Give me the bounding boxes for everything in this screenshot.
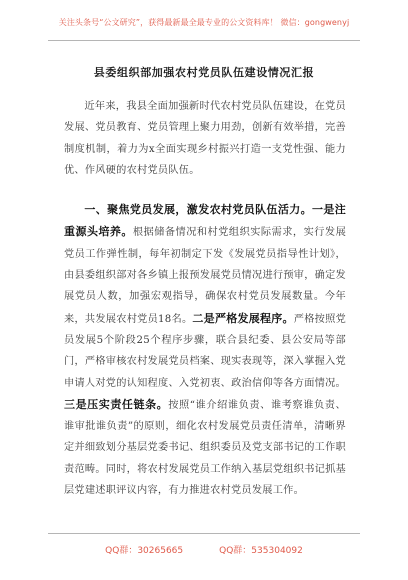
point-text: 按照“谁介绍谁负责、谁考察谁负责、谁审批谁负责”的原则，细化农村发展党员责任清单，清晰界定并细致划分基层党委书记、组织委员及党支部书记的工作职责范畴。同时，将农村发展党员工作纳入基层党组织书记抓基层党建述职评议内容，有力推进农村党员发展工作。 [64,399,346,497]
header-divider [48,40,360,41]
section-heading: 一、聚焦党员发展，激发农村党员队伍活力。 [84,203,312,217]
point-title: 三是压实责任链条。 [64,397,169,411]
intro-paragraph: 近年来，我县全面加强新时代农村党员队伍建设，在党员发展、党员教育、党员管理上聚力用劲，创新有效举措，完善制度机制，着力为x全面实现乡村振兴打造一支党性强、能力优、作风硬的农村党员队伍。 [64,101,346,176]
point-title: 一是注重源头培养。 [64,203,347,239]
point-title: 二是严格发展程序。 [192,311,294,325]
footer [0,543,408,556]
footer-qq-group-2: QQ群：535304092 [219,546,303,556]
footer-qq-group-1: QQ群：30265665 [105,546,184,556]
footer-divider [48,533,360,534]
document-body [64,96,346,501]
section-paragraph [64,199,346,501]
header-banner: 关注头条号“公文研究”，获得最新最全最专业的公文资料库！ 微信：gongwenyj [58,18,350,27]
point-text: 根据储备情况和村党组织实际需求，实行发展党员工作弹性制，每年初制定下发《发展党员指导性计划》，由县委组织部对各乡镇上报预发展党员情况进行预审，确定发展党员人数，加强宏观指导，确保农村党员发展数量。今年来，共发展农村党员18名。 [64,227,347,325]
point-text: 严格按照党员发展5个阶段25个程序步骤，联合县纪委、县公安局等部门，严格审核农村发展党员档案、现实表现等，深入掌握入党申请人对党的认知程度、入党初衷、政治信仰等各方面情况。 [64,313,347,389]
document-title: 县委组织部加强农村党员队伍建设情况汇报 [93,66,315,79]
